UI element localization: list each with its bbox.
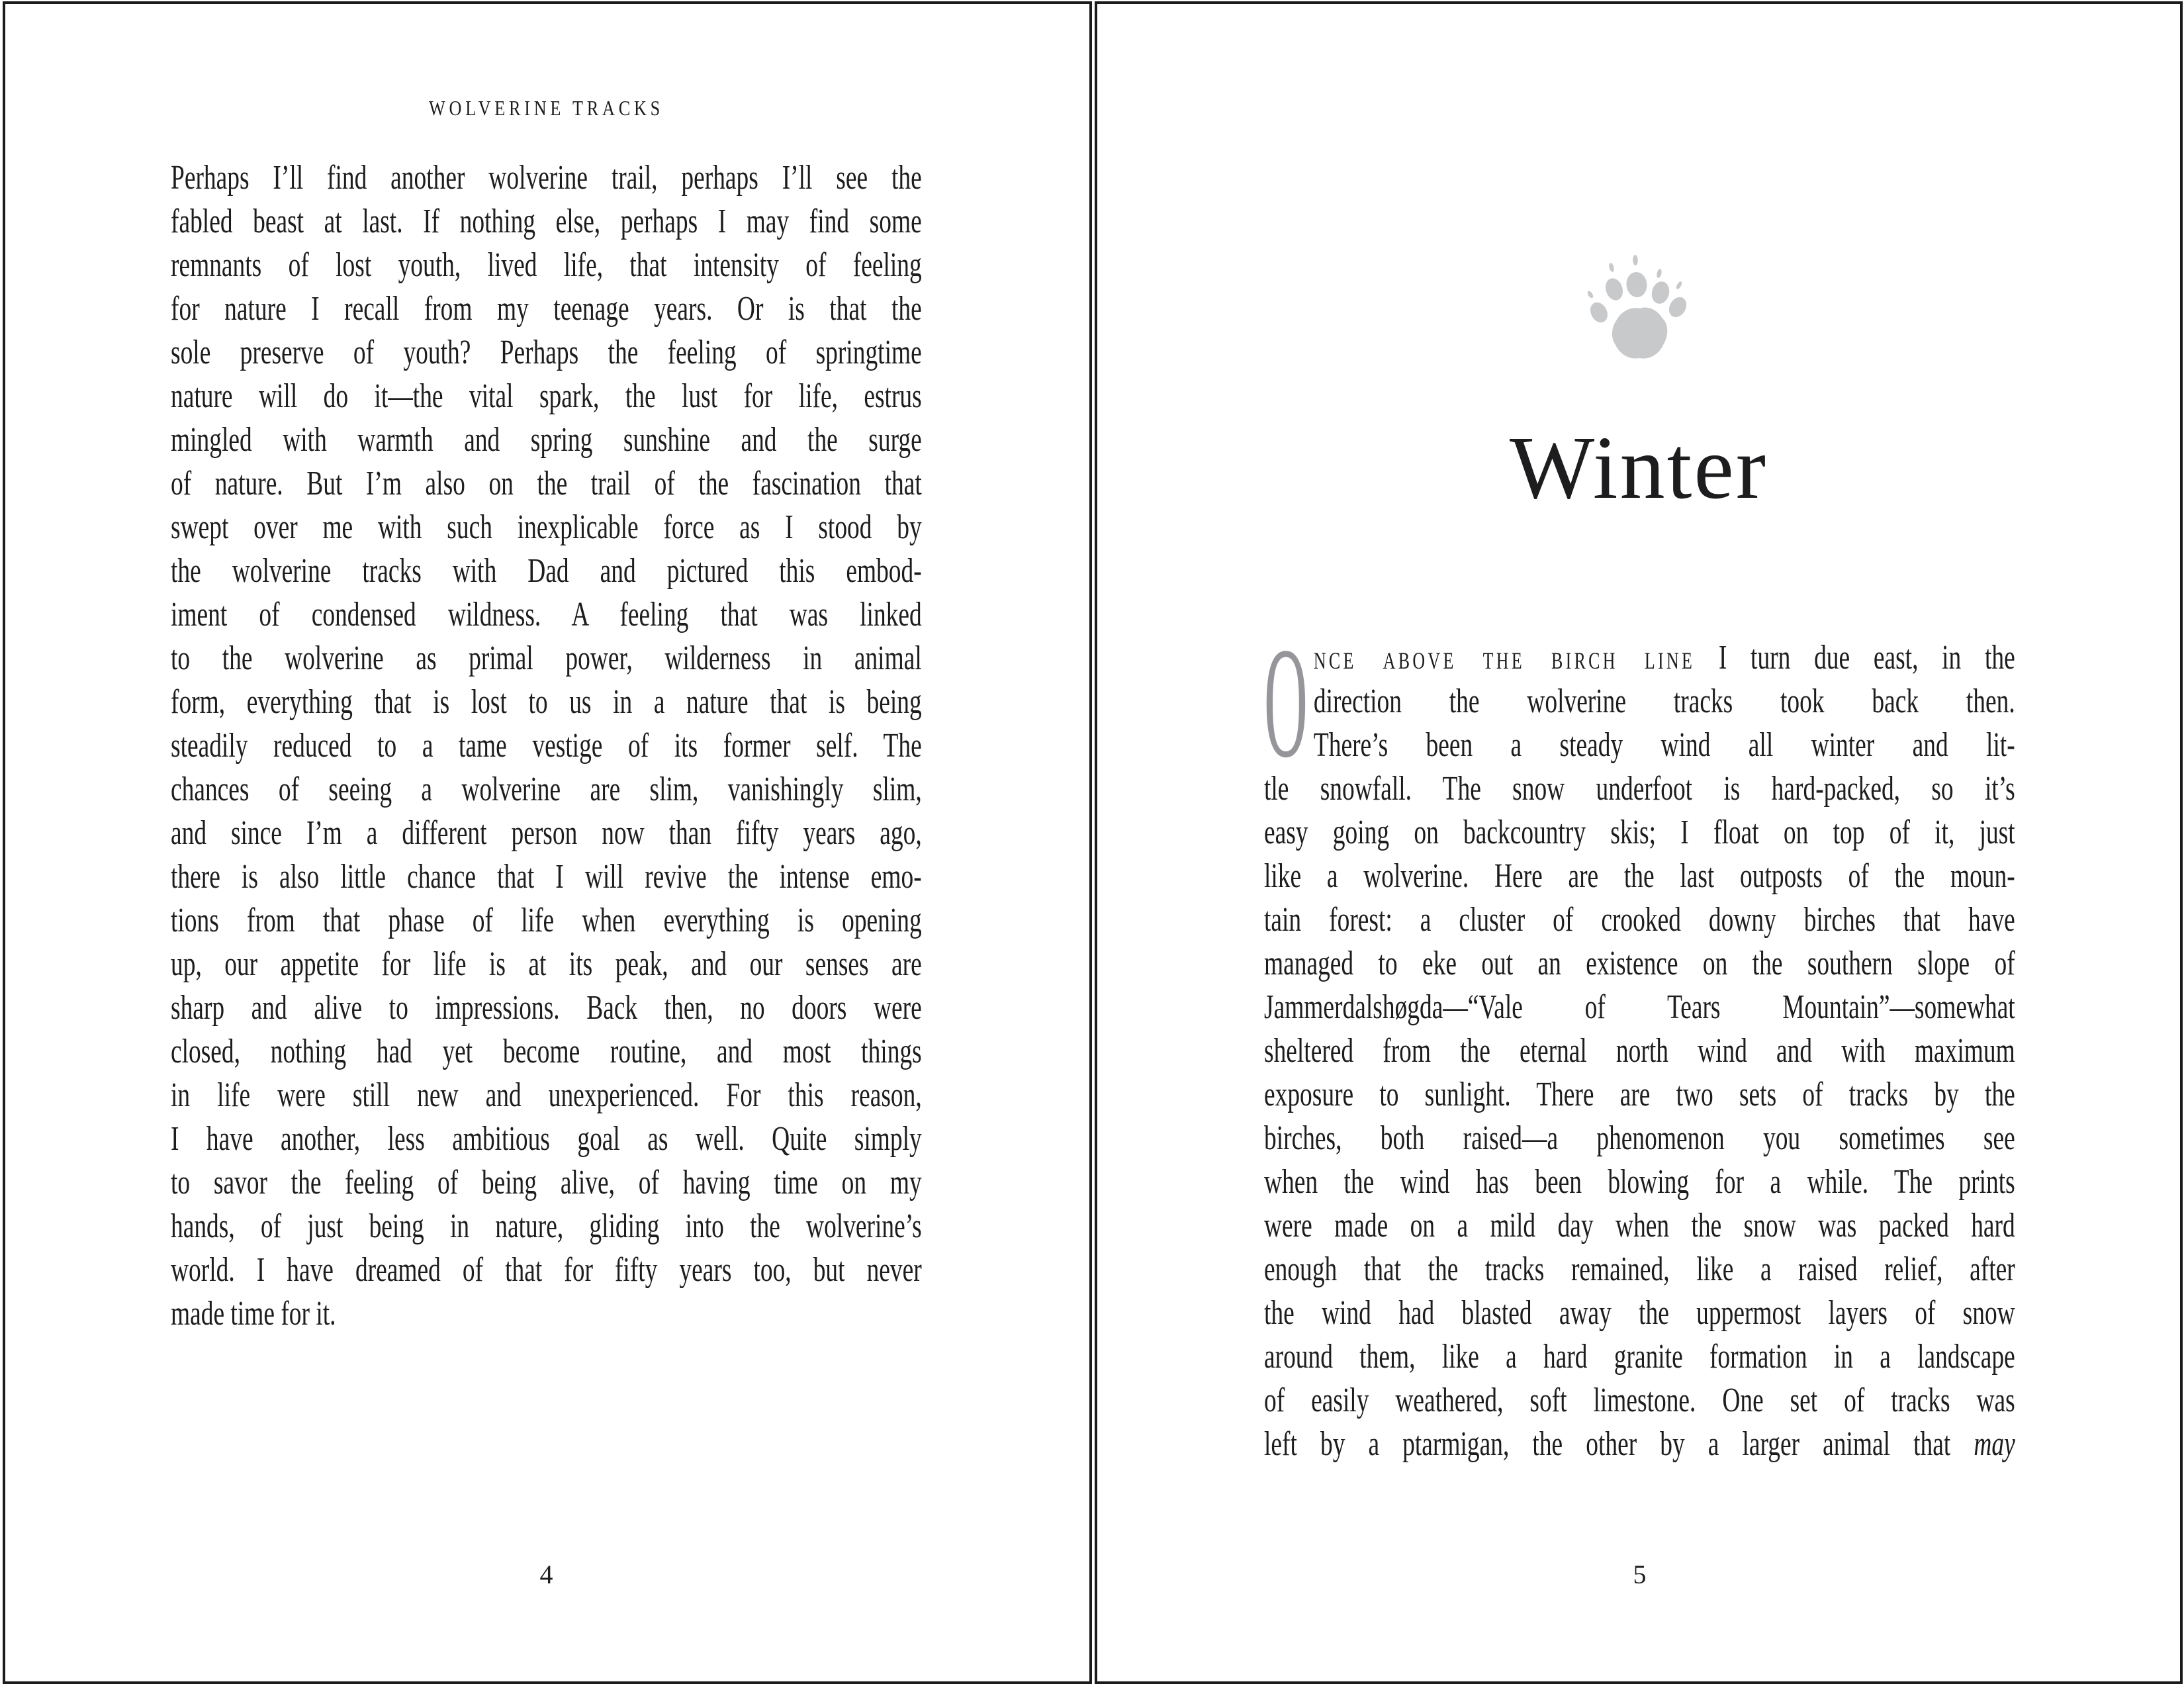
- body-text-line: I have another, less ambitious goal as well. Quite simply: [171, 1120, 922, 1158]
- body-text-line: like a wolverine. Here are the last outposts of the moun-: [1264, 857, 2015, 895]
- body-text-line: the wind had blasted away the uppermost layers of snow: [1264, 1294, 2015, 1332]
- body-text-line: managed to eke out an existence on the southern slope of: [1264, 945, 2015, 982]
- body-text-line: swept over me with such inexplicable force as I stood by: [171, 508, 922, 546]
- body-text-line: steadily reduced to a tame vestige of its former self. The: [171, 727, 922, 765]
- body-text-line: sole preserve of youth? Perhaps the feeling of springtime: [171, 334, 922, 371]
- body-text-line: world. I have dreamed of that for fifty years too, but never: [171, 1251, 922, 1289]
- body-text-line: direction the wolverine tracks took back then.: [1313, 682, 2015, 720]
- body-text-line: and since I’m a different person now than fifty years ago,: [171, 814, 922, 852]
- chapter-title: Winter: [1509, 418, 1768, 518]
- drop-cap: O: [1264, 614, 1308, 790]
- body-text-line: exposure to sunlight. There are two sets of tracks by the: [1264, 1076, 2015, 1113]
- body-text-line: of nature. But I’m also on the trail of the fascination that: [171, 465, 922, 502]
- left-body-lines: [171, 156, 922, 1336]
- small-caps-lead: nce above the birch line: [1313, 639, 1696, 677]
- body-text-line: of easily weathered, soft limestone. One set of tracks was: [1264, 1382, 2015, 1419]
- body-text-line: easy going on backcountry skis; I float on top of it, just: [1264, 814, 2015, 851]
- body-text-line: Jammerdalshøgda—“Vale of Tears Mountain”—somewhat: [1264, 988, 2015, 1026]
- right-body-lines: [1264, 680, 2015, 1423]
- right-body-text: [1264, 636, 2015, 1466]
- page-number-left: 4: [539, 1560, 553, 1589]
- opening-line-rest: I turn due east, in the: [1695, 639, 2015, 677]
- body-text-line: tle snowfall. The snow underfoot is hard-packed, so it’s: [1264, 770, 2015, 808]
- page-number-right: 5: [1633, 1560, 1647, 1589]
- body-text-line: to savor the feeling of being alive, of having time on my: [171, 1164, 922, 1201]
- body-text-line: sheltered from the eternal north wind and with maximum: [1264, 1032, 2015, 1070]
- body-text-line: the wolverine tracks with Dad and pictured this embod-: [171, 552, 922, 590]
- body-text-line: birches, both raised—a phenomenon you sometimes see: [1264, 1119, 2015, 1157]
- body-text-line: chances of seeing a wolverine are slim, vanishingly slim,: [171, 771, 922, 808]
- body-text-line: when the wind has been blowing for a while. The prints: [1264, 1163, 2015, 1201]
- body-text-line-opening: [1264, 636, 2015, 680]
- body-text-line: to the wolverine as primal power, wilderness in animal: [171, 639, 922, 677]
- right-page: [1095, 1, 2183, 1684]
- body-text-line: in life were still new and unexperienced. For this reason,: [171, 1076, 922, 1114]
- closing-line-text: left by a ptarmigan, the other by a larger animal that: [1264, 1425, 1974, 1463]
- body-text-line: nature will do it—the vital spark, the lust for life, estrus: [171, 377, 922, 415]
- body-text-line: there is also little chance that I will revive the intense emo-: [171, 858, 922, 896]
- body-text-line: form, everything that is lost to us in a nature that is being: [171, 683, 922, 721]
- body-text-line: Perhaps I’ll find another wolverine trail, perhaps I’ll see the: [171, 159, 922, 197]
- closing-line-italic: may: [1974, 1425, 2015, 1463]
- body-text-line: were made on a mild day when the snow was packed hard: [1264, 1207, 2015, 1244]
- body-text-line: enough that the tracks remained, like a raised relief, after: [1264, 1250, 2015, 1288]
- body-text-line: iment of condensed wildness. A feeling that was linked: [171, 596, 922, 633]
- running-head: WOLVERINE TRACKS: [429, 96, 664, 120]
- drop-cap-spacer: [1264, 636, 1314, 767]
- body-text-line: remnants of lost youth, lived life, that intensity of feeling: [171, 246, 922, 284]
- body-text-line: sharp and alive to impressions. Back then, no doors were: [171, 989, 922, 1027]
- body-text-line: for nature I recall from my teenage years. Or is that the: [171, 290, 922, 328]
- body-text-line: up, our appetite for life is at its peak, and our senses are: [171, 945, 922, 983]
- body-text-line-closing: [1264, 1423, 2015, 1466]
- body-text-line: closed, nothing had yet become routine, and most things: [171, 1033, 922, 1070]
- body-text-line: fabled beast at last. If nothing else, perhaps I may find some: [171, 203, 922, 240]
- body-text-line: tain forest: a cluster of crooked downy birches that have: [1264, 901, 2015, 939]
- left-body-text: [171, 156, 922, 1336]
- body-text-line: mingled with warmth and spring sunshine and the surge: [171, 421, 922, 459]
- body-text-line: hands, of just being in nature, gliding into the wolverine’s: [171, 1207, 922, 1245]
- body-text-line: There’s been a steady wind all winter and lit-: [1313, 726, 2015, 764]
- wolverine-paw-print-icon: [1585, 252, 1691, 364]
- body-text-line: around them, like a hard granite formation in a landscape: [1264, 1338, 2015, 1376]
- body-text-line: made time for it.: [171, 1295, 336, 1333]
- left-page: [3, 1, 1092, 1684]
- body-text-line: tions from that phase of life when everything is opening: [171, 902, 922, 939]
